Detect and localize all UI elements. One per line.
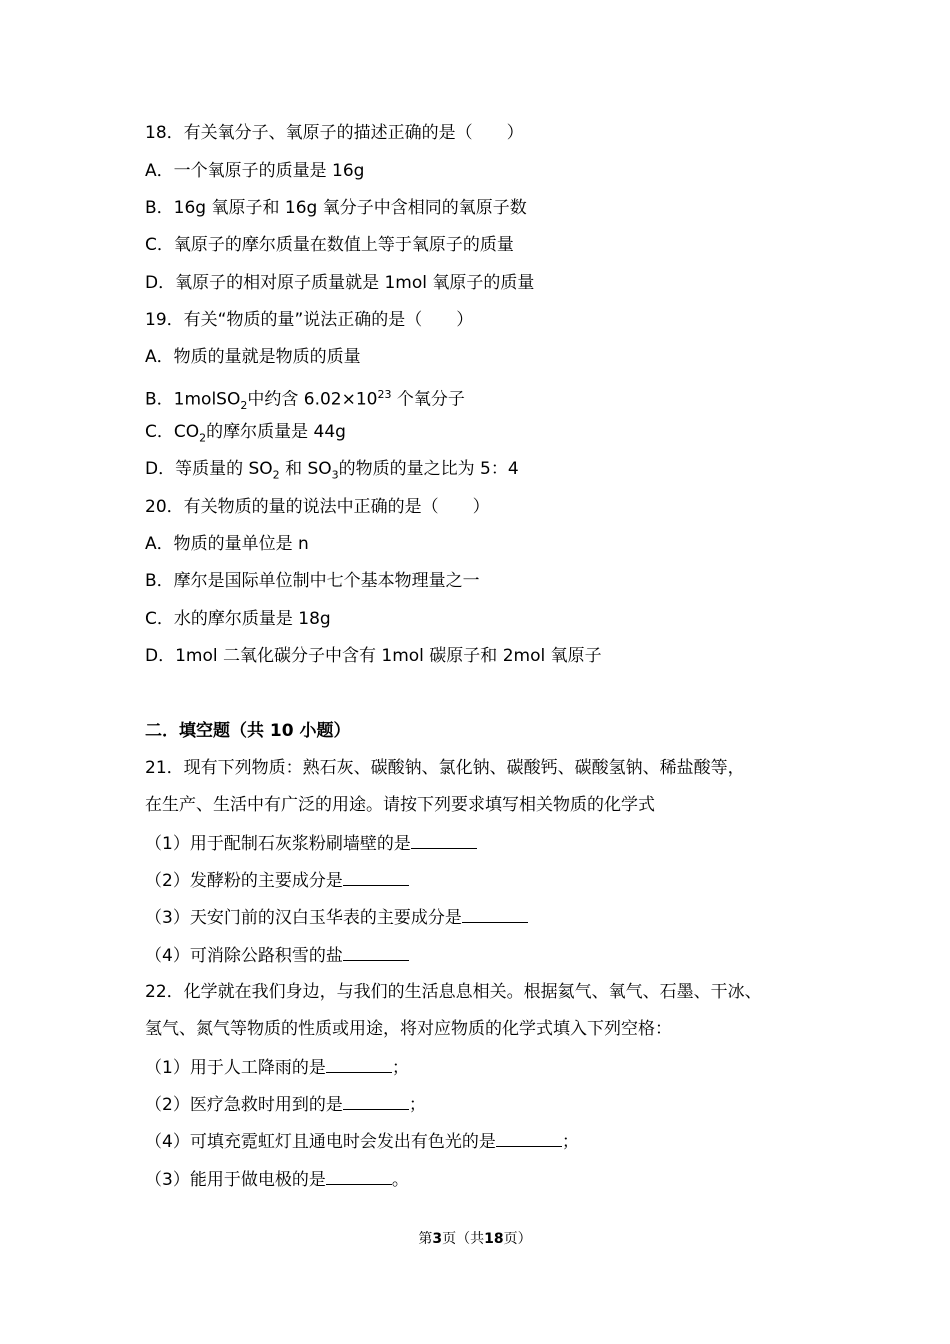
q22-part-3-text: （4）可填充霓虹灯且通电时会发出有色光的是 xyxy=(145,1132,496,1152)
section-title: 二．填空题（共 10 小题） xyxy=(145,721,351,741)
q18-option-a: A．一个氧原子的质量是 16g xyxy=(145,161,365,181)
q21-stem-line-2: 在生产、生活中有广泛的用途。请按下列要求填写相关物质的化学式 xyxy=(145,795,655,815)
q21-part-1-text: （1）用于配制石灰浆粉刷墙壁的是 xyxy=(145,834,411,854)
q21-stem-line-1: 21．现有下列物质：熟石灰、碳酸钠、氯化钠、碳酸钙、碳酸氢钠、稀盐酸等， xyxy=(145,758,745,778)
q18-option-d: D．氧原子的相对原子质量就是 1mol 氧原子的质量 xyxy=(145,273,535,293)
q19-c-text-end: 的摩尔质量是 44g xyxy=(206,422,346,442)
q19-b-subscript: 2 xyxy=(240,399,248,413)
q21-blank-4[interactable] xyxy=(343,944,409,961)
q22-blank-2[interactable] xyxy=(343,1093,409,1110)
q22-part-4 xyxy=(145,1168,409,1191)
q20-option-c: C．水的摩尔质量是 18g xyxy=(145,609,331,629)
q21-part-4-text: （4）可消除公路积雪的盐 xyxy=(145,946,343,966)
q19-c-text: C．CO xyxy=(145,422,200,442)
q20-option-d: D．1mol 二氧化碳分子中含有 1mol 碳原子和 2mol 氧原子 xyxy=(145,646,602,666)
q21-blank-2[interactable] xyxy=(343,869,409,886)
q19-b-text-end: 个氧分子 xyxy=(396,389,465,410)
footer-total-pages: 18 xyxy=(484,1231,504,1247)
q22-blank-4[interactable] xyxy=(326,1168,392,1185)
footer-text-end: 页） xyxy=(503,1231,532,1247)
q19-option-a: A．物质的量就是物质的质量 xyxy=(145,347,361,367)
q19-stem: 19．有关“物质的量”说法正确的是（ ） xyxy=(145,310,474,330)
q19-b-text-mid: 中约含 6.02×10 xyxy=(247,389,378,410)
q22-part-2-text: （2）医疗急救时用到的是 xyxy=(145,1095,343,1115)
q22-part-4-text: （3）能用于做电极的是 xyxy=(145,1170,326,1190)
q22-period: 。 xyxy=(391,1170,409,1190)
q18-option-c: C．氧原子的摩尔质量在数值上等于氧原子的质量 xyxy=(145,235,514,255)
q19-b-text: B．1molSO xyxy=(145,389,241,410)
q22-part-1 xyxy=(145,1056,409,1079)
q19-d-subscript-2: 3 xyxy=(331,468,339,482)
q20-stem: 20．有关物质的量的说法中正确的是（ ） xyxy=(145,497,490,517)
q21-part-4 xyxy=(145,944,409,967)
q21-blank-1[interactable] xyxy=(411,832,477,849)
q22-semicolon: ； xyxy=(561,1132,579,1152)
q18-option-b: B．16g 氧原子和 16g 氧分子中含相同的氧原子数 xyxy=(145,198,527,218)
q19-c-subscript: 2 xyxy=(199,431,207,445)
q20-option-a: A．物质的量单位是 n xyxy=(145,534,309,554)
q19-option-d xyxy=(145,458,519,486)
q22-blank-1[interactable] xyxy=(326,1056,392,1073)
q22-blank-3[interactable] xyxy=(496,1130,562,1147)
page-footer xyxy=(0,1228,950,1248)
footer-page-number: 3 xyxy=(432,1231,443,1247)
q21-blank-3[interactable] xyxy=(462,906,528,923)
q22-semicolon: ； xyxy=(391,1058,409,1078)
q22-stem-line-1: 22．化学就在我们身边，与我们的生活息息相关。根据氦气、氧气、石墨、干冰、 xyxy=(145,982,762,1002)
footer-text: 第 xyxy=(418,1231,433,1247)
q22-part-3 xyxy=(145,1130,579,1153)
q21-part-2-text: （2）发酵粉的主要成分是 xyxy=(145,871,343,891)
q22-semicolon: ； xyxy=(408,1095,426,1115)
q21-part-1 xyxy=(145,832,477,855)
q22-part-1-text: （1）用于人工降雨的是 xyxy=(145,1058,326,1078)
q19-option-c xyxy=(145,421,346,449)
q19-option-b xyxy=(145,384,465,417)
q21-part-2 xyxy=(145,869,409,892)
q21-part-3 xyxy=(145,906,528,929)
q22-stem-line-2: 氢气、氮气等物质的性质或用途，将对应物质的化学式填入下列空格： xyxy=(145,1019,672,1039)
q18-stem: 18．有关氧分子、氧原子的描述正确的是（ ） xyxy=(145,123,524,143)
q21-part-3-text: （3）天安门前的汉白玉华表的主要成分是 xyxy=(145,908,462,928)
q19-b-superscript: 23 xyxy=(377,388,392,401)
q20-option-b: B．摩尔是国际单位制中七个基本物理量之一 xyxy=(145,571,480,591)
footer-text-mid: 页（共 xyxy=(442,1231,485,1247)
q19-d-subscript-1: 2 xyxy=(272,468,280,482)
q22-part-2 xyxy=(145,1093,426,1116)
q19-d-text-end: 的物质的量之比为 5：4 xyxy=(338,459,519,479)
q19-d-text: D．等质量的 SO xyxy=(145,459,273,479)
q19-d-text-mid: 和 SO xyxy=(285,459,332,479)
